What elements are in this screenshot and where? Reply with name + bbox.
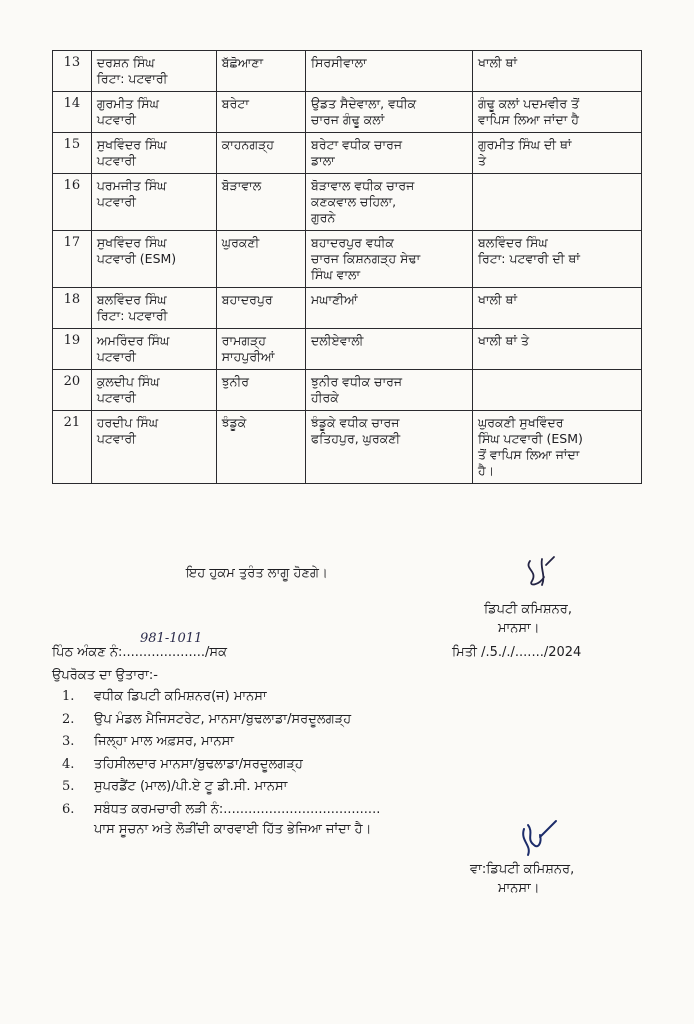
cell-text: ਹਰਦੀਪ ਸਿੰਘ — [96, 415, 158, 430]
copy-list-text: ਸਬੰਧਤ ਕਰਮਚਾਰੀ ਲੜੀ ਨੰ:...................................... — [94, 801, 381, 817]
cell-text: ਸੁਖਵਿੰਦਰ ਸਿੰਘ — [96, 235, 167, 250]
table-row — [53, 133, 642, 174]
signature-dc-on-behalf — [512, 815, 560, 863]
cell-text: ਚਾਰਜ ਗੰਢੂ ਕਲਾਂ — [311, 112, 385, 127]
endorsement-handwritten-number: 981-1011 — [140, 631, 203, 646]
transfer-table — [52, 50, 642, 484]
cell-text: ਝੰਡੂਕੇ ਵਧੀਕ ਚਾਰਜ — [311, 415, 400, 430]
cell-text: ਬਰੇਟਾ — [221, 96, 249, 111]
cell-station — [216, 51, 305, 92]
cell-text: ਸਿਰਸੀਵਾਲਾ — [311, 55, 367, 70]
cell-sr: 17 — [53, 231, 92, 288]
table-row — [53, 92, 642, 133]
cell-station — [216, 370, 305, 411]
cell-sr: 20 — [53, 370, 92, 411]
cell-text: ਕੁਲਦੀਪ ਸਿੰਘ — [96, 374, 160, 389]
cell-text: ਪਟਵਾਰੀ — [96, 349, 136, 364]
table-row — [53, 51, 642, 92]
cell-station — [216, 174, 305, 231]
signatory-block-2 — [470, 860, 574, 898]
cell-text: ਡਾਲਾ — [311, 153, 335, 168]
copy-list-item — [62, 709, 380, 732]
copy-list-item — [62, 799, 380, 822]
cell-text: ਪਟਵਾਰੀ — [96, 431, 136, 446]
signatory-place-2: ਮਾਨਸਾ। — [498, 881, 540, 896]
cell-name — [91, 411, 216, 484]
cell-text: ਤੋਂ ਵਾਪਿਸ ਲਿਆ ਜਾਂਦਾ — [477, 447, 580, 462]
cell-remarks — [472, 288, 641, 329]
table-row — [53, 174, 642, 231]
cell-text: ਹੈ। — [477, 463, 495, 478]
cell-remarks — [472, 133, 641, 174]
copy-note: ਪਾਸ ਸੂਚਨਾ ਅਤੇ ਲੋੜੀਂਦੀ ਕਾਰਵਾਈ ਹਿੱਤ ਭੇਜਿਆ ਜਾਂਦਾ ਹੈ। — [94, 822, 372, 837]
transfer-table-body — [53, 51, 642, 484]
cell-text: ਹੀਰਕੇ — [311, 390, 339, 405]
cell-remarks — [472, 174, 641, 231]
cell-text: ਖਾਲੀ ਥਾਂ — [477, 292, 518, 307]
copy-list-text: ਸੁਪਰਡੈਂਟ (ਮਾਲ)/ਪੀ.ਏ ਟੂ ਡੀ.ਸੀ. ਮਾਨਸਾ — [94, 779, 288, 794]
cell-text: ਤੇ — [477, 153, 486, 168]
signatory-title-1: ਡਿਪਟੀ ਕਮਿਸ਼ਨਰ, — [484, 602, 572, 617]
copy-list-text: ਤਹਿਸੀਲਦਾਰ ਮਾਨਸਾ/ਬੁਢਲਾਡਾ/ਸਰਦੂਲਗੜ੍ਹ — [94, 756, 303, 772]
cell-sr: 18 — [53, 288, 92, 329]
cell-text: ਬਰੇਟਾ ਵਧੀਕ ਚਾਰਜ — [311, 137, 403, 152]
cell-sr: 19 — [53, 329, 92, 370]
cell-text: ਉਡਤ ਸੈਦੇਵਾਲਾ, ਵਧੀਕ — [311, 96, 417, 111]
signatory-place-1: ਮਾਨਸਾ। — [498, 621, 540, 636]
cell-text: ਪਟਵਾਰੀ (ESM) — [96, 251, 177, 266]
endorsement-number — [52, 631, 227, 660]
table-row — [53, 231, 642, 288]
cell-text: ਬਲਵਿੰਦਰ ਸਿੰਘ — [96, 292, 167, 307]
cell-station — [216, 92, 305, 133]
cell-text: ਗੰਢੂ ਕਲਾਂ ਪਦਮਵੀਰ ਤੋਂ — [477, 96, 580, 111]
cell-circle — [306, 51, 473, 92]
cell-remarks — [472, 92, 641, 133]
cell-text: ਘੁਰਕਣੀ — [221, 235, 260, 250]
cell-text: ਰਿਟਾ: ਪਟਵਾਰੀ — [96, 308, 168, 323]
copy-list-item — [62, 731, 380, 754]
cell-name — [91, 174, 216, 231]
copy-list-text: ਜਿਲ੍ਹਾ ਮਾਲ ਅਫ਼ਸਰ, ਮਾਨਸਾ — [94, 734, 234, 749]
copy-list-text: ਵਧੀਕ ਡਿਪਟੀ ਕਮਿਸ਼ਨਰ(ਜ) ਮਾਨਸਾ — [94, 689, 267, 704]
cell-circle — [306, 231, 473, 288]
cell-text: ਬਹਾਦਰਪੁਰ ਵਧੀਕ — [311, 235, 394, 250]
signatory-title-2: ਵਾ:ਡਿਪਟੀ ਕਮਿਸ਼ਨਰ, — [470, 862, 575, 877]
cell-station — [216, 329, 305, 370]
cell-text: ਚਾਰਜ ਕਿਸ਼ਨਗੜ੍ਹ ਸੇਢਾ — [311, 251, 421, 266]
cell-text: ਝੰਡੂਕੇ — [221, 415, 247, 430]
cell-station — [216, 288, 305, 329]
cell-text: ਸਿੰਘ ਪਟਵਾਰੀ (ESM) — [477, 431, 583, 446]
cell-text: ਸਿੰਘ ਵਾਲਾ — [311, 267, 361, 282]
cell-name — [91, 231, 216, 288]
copy-list-number: 1. — [62, 689, 75, 704]
copy-list-number: 6. — [62, 801, 75, 817]
cell-name — [91, 370, 216, 411]
copy-list-number: 4. — [62, 756, 75, 772]
cell-text: ਕਾਹਨਗੜ੍ਹ — [221, 137, 274, 152]
cell-text: ਬਹਾਦਰਪੁਰ — [221, 292, 273, 307]
cell-text: ਪਟਵਾਰੀ — [96, 194, 136, 209]
cell-text: ਗੁਰਮੀਤ ਸਿੰਘ ਦੀ ਥਾਂ — [477, 137, 572, 152]
cell-circle — [306, 133, 473, 174]
endorsement-date: ਮਿਤੀ /.5././......./2024 — [452, 645, 582, 660]
cell-text: ਬੱਛੋਆਣਾ — [221, 55, 264, 70]
cell-name — [91, 51, 216, 92]
cell-text: ਬੋੜਾਵਾਲ — [221, 178, 262, 193]
copy-list-item — [62, 754, 380, 777]
cell-circle — [306, 370, 473, 411]
cell-circle — [306, 411, 473, 484]
cell-text: ਗੁਰਨੇ — [311, 210, 336, 225]
copy-list-text: ਉਪ ਮੰਡਲ ਮੈਜਿਸਟਰੇਟ, ਮਾਨਸਾ/ਬੁਢਲਾਡਾ/ਸਰਦੂਲਗੜ੍ਹ — [94, 711, 352, 727]
cell-sr: 13 — [53, 51, 92, 92]
table-row — [53, 329, 642, 370]
cell-text: ਕਣਕਵਾਲ ਚਹਿਲਾ, — [311, 194, 397, 209]
copy-list — [62, 686, 380, 821]
table-row — [53, 411, 642, 484]
cell-name — [91, 92, 216, 133]
signatory-block-1 — [484, 600, 572, 638]
cell-text: ਝੁਨੀਰ — [221, 374, 249, 389]
cell-sr: 14 — [53, 92, 92, 133]
cell-circle — [306, 174, 473, 231]
cell-circle — [306, 92, 473, 133]
cell-name — [91, 288, 216, 329]
cell-text: ਬਲਵਿੰਦਰ ਸਿੰਘ — [477, 235, 548, 250]
cell-text: ਫਤਿਹਪੁਰ, ਘੁਰਕਣੀ — [311, 431, 401, 446]
cell-sr: 21 — [53, 411, 92, 484]
copy-heading: ਉਪਰੋਕਤ ਦਾ ਉਤਾਰਾ:- — [52, 668, 158, 683]
cell-circle — [306, 329, 473, 370]
table-row — [53, 288, 642, 329]
cell-text: ਪਟਵਾਰੀ — [96, 390, 136, 405]
cell-text: ਘੁਰਕਣੀ ਸੁਖਵਿੰਦਰ — [477, 415, 564, 430]
cell-remarks — [472, 51, 641, 92]
endorsement-label: ਪਿੰਠ ਅੰਕਣ ਨੰ:..................../ਸਕ — [52, 645, 227, 660]
cell-remarks — [472, 231, 641, 288]
copy-list-number: 5. — [62, 779, 75, 794]
cell-text: ਮਘਾਣੀਆਂ — [311, 292, 358, 307]
cell-sr: 16 — [53, 174, 92, 231]
copy-list-item — [62, 686, 380, 709]
cell-name — [91, 329, 216, 370]
cell-text: ਰਿਟਾ: ਪਟਵਾਰੀ — [96, 71, 168, 86]
copy-list-item — [62, 776, 380, 799]
cell-circle — [306, 288, 473, 329]
cell-station — [216, 133, 305, 174]
cell-text: ਗੁਰਮੀਤ ਸਿੰਘ — [96, 96, 159, 111]
order-statement: ਇਹ ਹੁਕਮ ਤੁਰੰਤ ਲਾਗੂ ਹੋਣਗੇ। — [186, 566, 328, 581]
table-row — [53, 370, 642, 411]
cell-sr: 15 — [53, 133, 92, 174]
cell-station — [216, 411, 305, 484]
cell-text: ਦਰਸ਼ਨ ਸਿੰਘ — [96, 55, 155, 70]
cell-text: ਸੁਖਵਿੰਦਰ ਸਿੰਘ — [96, 137, 167, 152]
cell-text: ਖਾਲੀ ਥਾਂ ਤੇ — [477, 333, 530, 348]
signature-dc — [520, 555, 560, 593]
cell-remarks — [472, 411, 641, 484]
cell-text: ਪਟਵਾਰੀ — [96, 153, 136, 168]
cell-remarks — [472, 370, 641, 411]
copy-list-number: 2. — [62, 711, 75, 727]
cell-name — [91, 133, 216, 174]
cell-text: ਪਰਮਜੀਤ ਸਿੰਘ — [96, 178, 167, 193]
cell-text: ਅਮਰਿੰਦਰ ਸਿੰਘ — [96, 333, 170, 348]
copy-list-number: 3. — [62, 734, 75, 749]
cell-text: ਰਾਮਗੜ੍ਹ — [221, 333, 266, 348]
cell-text: ਬੋੜਾਵਾਲ ਵਧੀਕ ਚਾਰਜ — [311, 178, 415, 193]
cell-text: ਰਿਟਾ: ਪਟਵਾਰੀ ਦੀ ਥਾਂ — [477, 251, 580, 266]
cell-remarks — [472, 329, 641, 370]
cell-text: ਝੁਨੀਰ ਵਧੀਕ ਚਾਰਜ — [311, 374, 403, 389]
cell-text: ਪਟਵਾਰੀ — [96, 112, 136, 127]
cell-text: ਸਾਹਪੁਰੀਆਂ — [221, 349, 275, 364]
cell-text: ਖਾਲੀ ਥਾਂ — [477, 55, 518, 70]
cell-station — [216, 231, 305, 288]
cell-text: ਦਲੀਏਵਾਲੀ — [311, 333, 364, 348]
cell-text: ਵਾਪਿਸ ਲਿਆ ਜਾਂਦਾ ਹੈ — [477, 112, 579, 127]
